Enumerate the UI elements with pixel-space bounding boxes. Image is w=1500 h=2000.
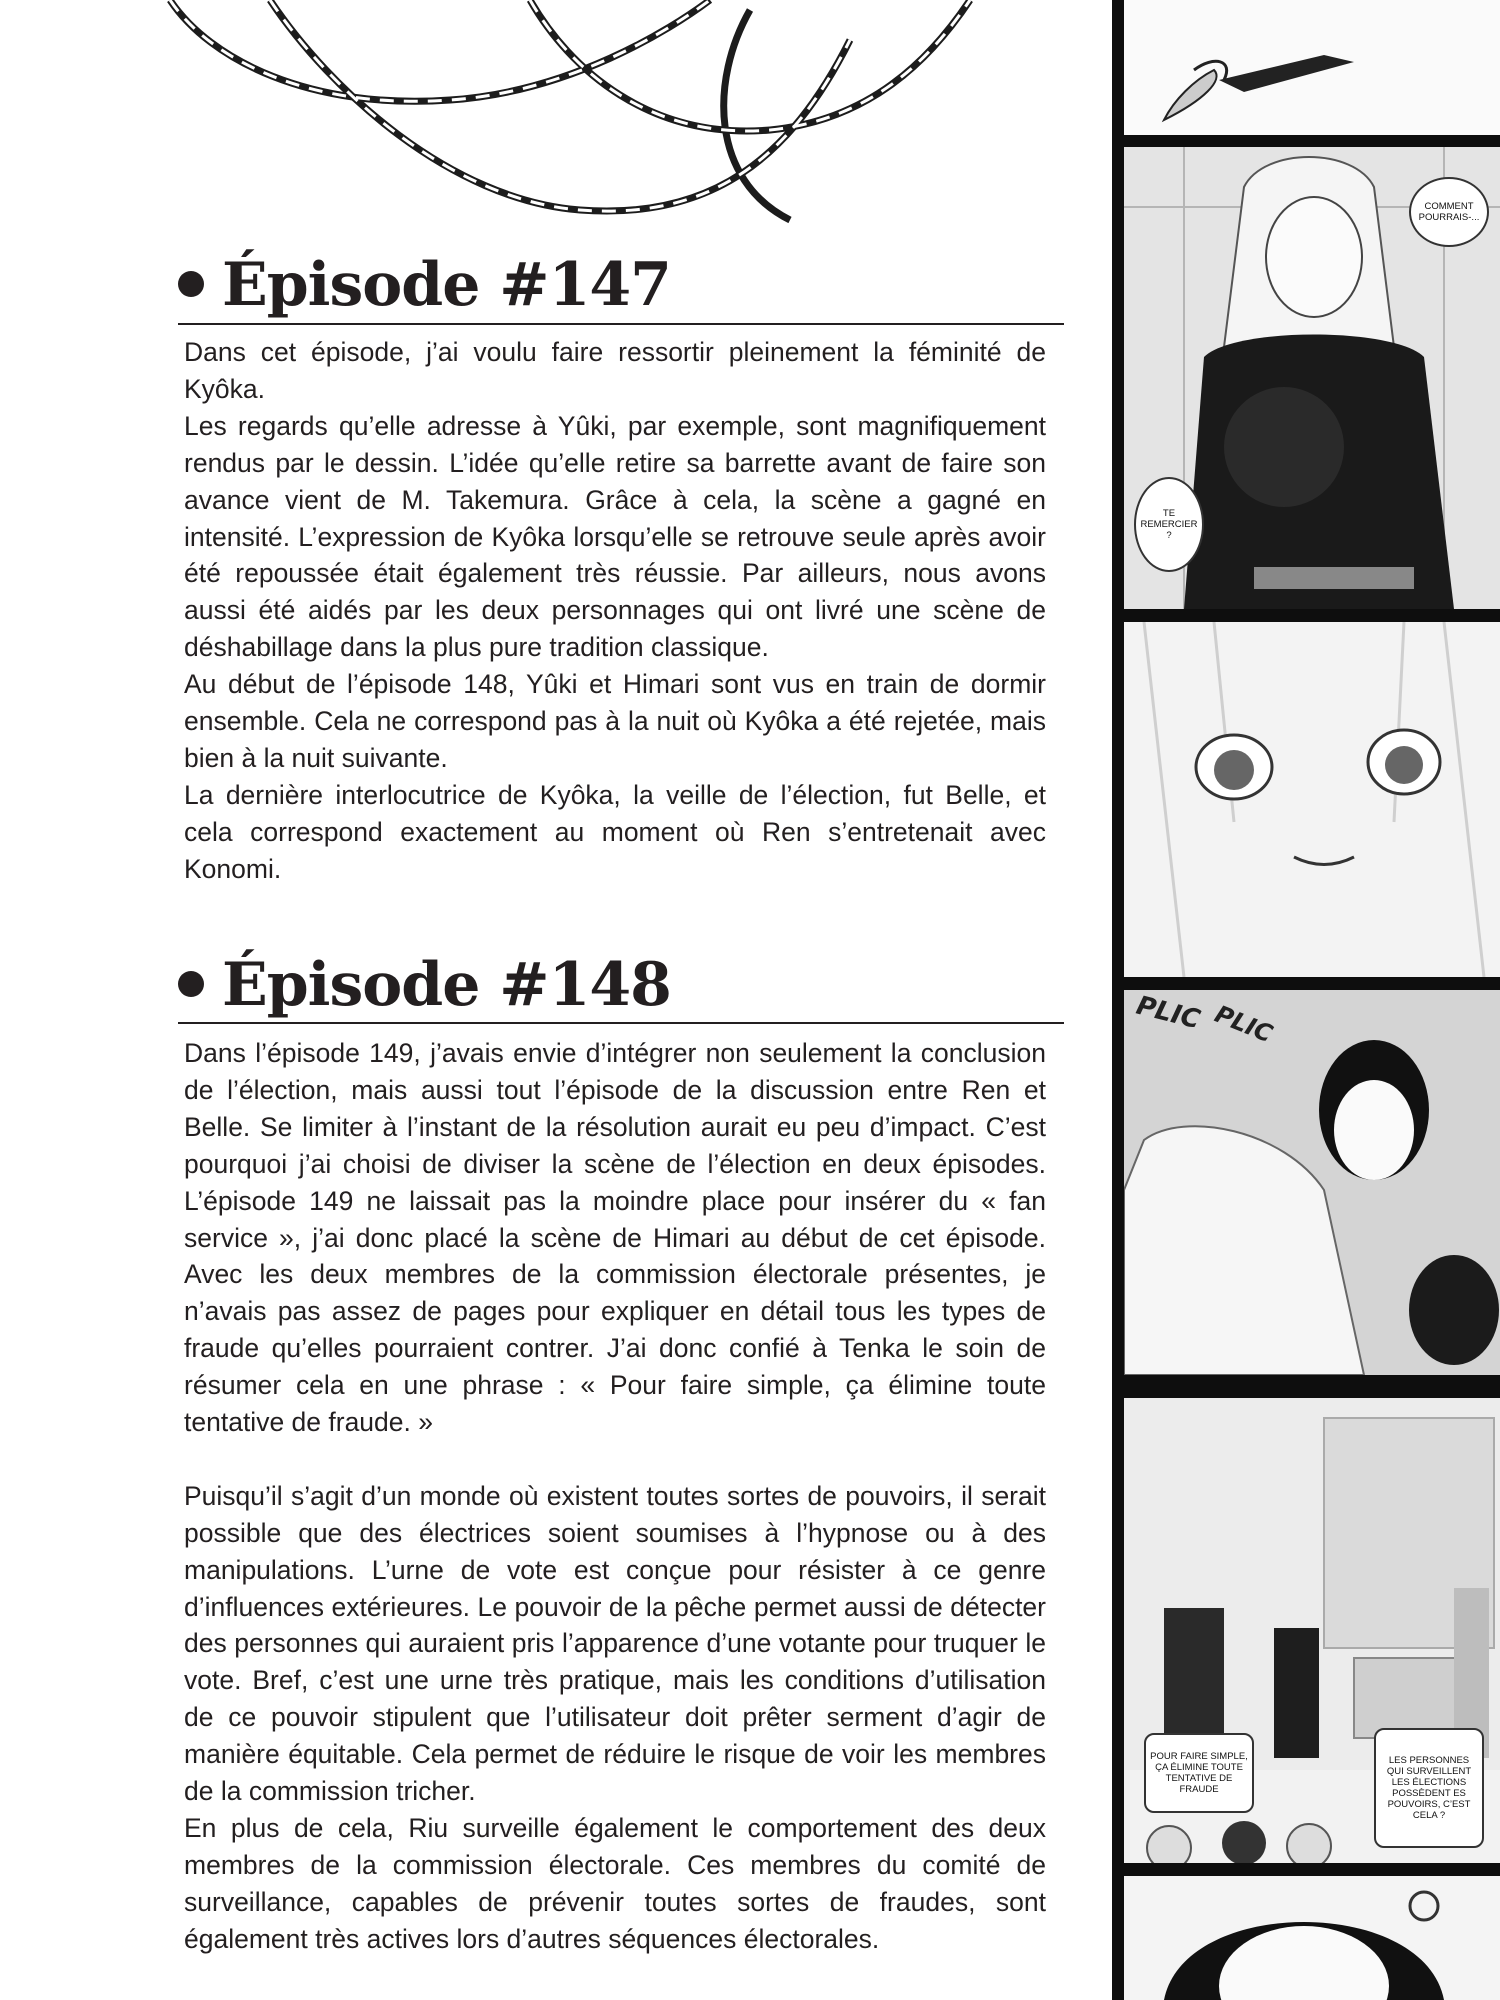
speech-bubble: LES PERSONNES QUI SURVEILLENT LES ÉLECTIONS POSSÈDENT ES POUVOIRS, C’EST CELA ? xyxy=(1374,1728,1484,1848)
paragraph: Au début de l’épisode 148, Yûki et Himari sont vus en train de dormir ensemble. Cela ne correspond pas à la nuit où Kyôka a été rejetée, mais bien à la nuit suivante. xyxy=(184,669,1046,773)
manga-panel-6 xyxy=(1124,1876,1500,2000)
heading-rule xyxy=(178,323,1064,325)
paragraph-gap xyxy=(184,1441,1046,1478)
sound-effect: PLIC xyxy=(1210,999,1277,1049)
episode-147-heading xyxy=(178,250,671,320)
episode-148-title: Épisode #148 xyxy=(222,950,671,1020)
chain-illustration xyxy=(150,0,1110,240)
paragraph: En plus de cela, Riu surveille également le comportement des deux membres de la commission électorale. Ces membres du comité de surveillance, capables de prévenir toutes sortes de fraudes, sont également très actives lors d’autres séquences électorales. xyxy=(184,1813,1046,1954)
bullet-icon xyxy=(178,271,204,297)
paragraph: Dans cet épisode, j’ai voulu faire ressortir pleinement la féminité de Kyôka. xyxy=(184,337,1046,404)
manga-panel-1 xyxy=(1124,0,1500,135)
heading-rule xyxy=(178,1022,1064,1024)
manga-panel-2 xyxy=(1124,147,1500,609)
bullet-icon xyxy=(178,971,204,997)
speech-bubble: COMMENT POURRAIS-... xyxy=(1409,177,1489,247)
episode-147-text xyxy=(184,334,1046,888)
paragraph: Dans l’épisode 149, j’avais envie d’intégrer non seulement la conclusion de l’élection, mais aussi tout l’épisode de la discussion entre Ren et Belle. Se limiter à l’instant de la résolution aurait eu peu d’impact. C’est pourquoi j’ai choisi de diviser la scène de l’élection en deux épisodes. L’épisode 149 ne laissait pas la moindre place pour insérer du « fan service », j’ai donc placé la scène de Himari au début de cet épisode. Avec les deux membres de la commission électorale présentes, je n’avais pas assez de pages pour expliquer en détail tous les types de fraude qu’elles pourraient contrer. J’ai donc confié à Tenka le soin de résumer cela en une phrase : « Pour faire simple, ça élimine toute tentative de fraude. » xyxy=(184,1038,1046,1438)
paragraph: Les regards qu’elle adresse à Yûki, par exemple, sont magnifiquement rendus par le dessin. L’idée qu’elle retire sa barrette avant de faire son avance vient de M. Takemura. Grâce à cela, la scène a gagné en intensité. L’expression de Kyôka lorsqu’elle se retrouve seule après avoir été repoussée était également très réussie. Par ailleurs, nous avons aussi été aidés par les deux personnages qui ont livré une scène de déshabillage dans la plus pure tradition classique. xyxy=(184,410,1046,663)
paragraph: La dernière interlocutrice de Kyôka, la veille de l’élection, fut Belle, et cela correspond exactement au moment où Ren s’entretenait avec Konomi. xyxy=(184,779,1046,884)
episode-147-title: Épisode #147 xyxy=(222,250,671,320)
sound-effect: PLIC xyxy=(1133,990,1204,1036)
manga-panel-4 xyxy=(1124,990,1500,1375)
speech-bubble: TE REMERCIER ? xyxy=(1134,477,1204,572)
episode-148-heading xyxy=(178,950,671,1020)
manga-panel-3 xyxy=(1124,622,1500,977)
paragraph: Puisqu’il s’agit d’un monde où existent toutes sortes de pouvoirs, il serait possible que des électrices soient soumises à l’hypnose ou à des manipulations. L’urne de vote est conçue pour résister à ce genre d’influences extérieures. Le pouvoir de la pêche permet aussi de détecter des personnes qui auraient pris l’apparence d’une votante pour truquer le vote. Bref, c’est une urne très pratique, mais les conditions d’utilisation de ce pouvoir stipulent que l’utilisateur doit prêter serment d’agir de manière équitable. Cela permet de réduire le risque de voir les membres de la commission tricher. xyxy=(184,1480,1046,1807)
manga-strip xyxy=(1112,0,1500,2000)
episode-148-text xyxy=(184,1035,1046,1958)
manga-panel-5 xyxy=(1124,1398,1500,1863)
speech-bubble: POUR FAIRE SIMPLE, ÇA ÉLIMINE TOUTE TENTATIVE DE FRAUDE xyxy=(1144,1733,1254,1813)
